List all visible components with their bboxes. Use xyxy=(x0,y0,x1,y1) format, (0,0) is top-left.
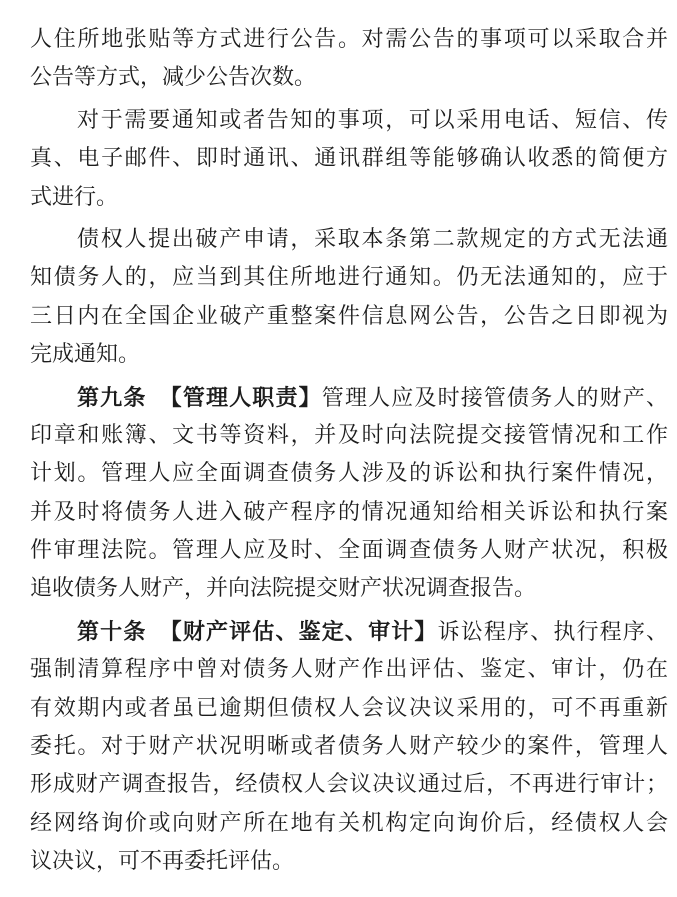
text-line: 诉讼程序、执行程序、 xyxy=(437,619,668,645)
article-title: 【管理人职责】 xyxy=(159,384,322,411)
text-line: 债权人提出破产申请，采取本条第二款规定的方式无法通 xyxy=(77,226,668,252)
text-line: 知债务人的，应当到其住所地进行通知。仍无法通知的，应于 xyxy=(30,265,668,291)
text-line: 公告等方式，减少公告次数。 xyxy=(30,65,317,91)
article-number: 第九条 xyxy=(77,384,147,411)
text-line: 有效期内或者虽已逾期但债权人会议决议采用的，可不再重新 xyxy=(30,695,668,721)
text-line: 真、电子邮件、即时通讯、通讯群组等能够确认收悉的简便方 xyxy=(30,146,668,172)
paragraph xyxy=(30,102,668,217)
text-line: 三日内在全国企业破产重整案件信息网公告，公告之日即视为 xyxy=(30,303,668,329)
text-line: 计划。管理人应全面调查债务人涉及的诉讼和执行案件情况， xyxy=(30,461,668,487)
text-line: 人住所地张贴等方式进行公告。对需公告的事项可以采取合并 xyxy=(30,27,668,52)
text-line: 完成通知。 xyxy=(30,342,141,368)
text-line: 经网络询价或向财产所在地有关机构定向询价后，经债权人会 xyxy=(30,810,668,836)
text-line: 委托。对于财产状况明晰或者债务人财产较少的案件，管理人 xyxy=(30,734,668,760)
article-first-line xyxy=(30,379,668,417)
paragraph xyxy=(30,221,668,375)
article-first-line xyxy=(30,613,668,651)
text-line: 管理人应及时接管债务人的财产、 xyxy=(321,385,668,411)
article-paragraph xyxy=(30,613,668,882)
text-line: 强制清算程序中曾对债务人财产作出评估、鉴定、审计，仍在 xyxy=(30,657,668,683)
paragraph xyxy=(30,21,668,98)
text-line: 对于需要通知或者告知的事项，可以采用电话、短信、传 xyxy=(77,107,668,133)
text-line: 形成财产调查报告，经债权人会议决议通过后，不再进行审计； xyxy=(30,772,668,798)
text-line: 并及时将债务人进入破产程序的情况通知给相关诉讼和执行案 xyxy=(30,499,668,525)
article-paragraph xyxy=(30,379,668,609)
text-line: 印章和账簿、文书等资料，并及时向法院提交接管情况和工作 xyxy=(30,422,668,448)
text-line: 式进行。 xyxy=(30,184,119,210)
article-number: 第十条 xyxy=(77,618,147,645)
article-title: 【财产评估、鉴定、审计】 xyxy=(159,618,438,645)
text-line: 议决议，可不再委托评估。 xyxy=(30,849,295,875)
text-line: 追收债务人财产，并向法院提交财产状况调查报告。 xyxy=(30,576,537,602)
text-line: 件审理法院。管理人应及时、全面调查债务人财产状况，积极 xyxy=(30,538,668,564)
